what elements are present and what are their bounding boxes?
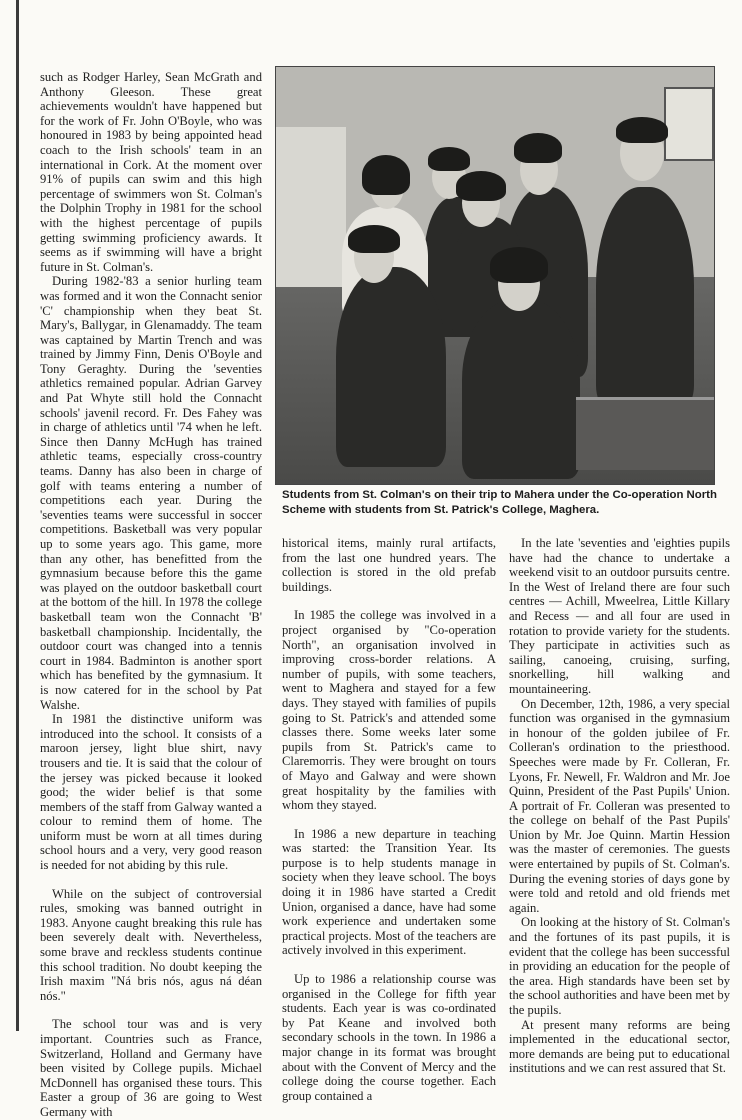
photo-student: [462, 299, 580, 479]
paragraph: At present many reforms are being implemented in the educational sector, more demands are being put to educational institutions and we can rest assured that St.: [509, 1017, 730, 1076]
paragraph: On looking at the history of St. Colman's and the fortunes of its past pupils, it is evident that the college has been successful in providing an education for the people of the area. High standards have been set by the school authorities and have been met by the pupils.: [509, 915, 730, 1017]
paragraph: In 1981 the distinctive uniform was introduced into the school. It consists of a maroon jersey, light blue shirt, navy trousers and tie. It is said that the colour of the jersey was picked because it looked good; the wider belief is that some members of the staff from Galway wanted a colour to remind them of home. The uniform must be worn at all times during school hours and a very, very good reason is needed for not abiding by this rule.: [40, 712, 262, 873]
photo-student-hair: [456, 171, 506, 201]
paragraph: In the late 'seventies and 'eighties pupils have had the chance to undertake a weekend visit to an outdoor pursuits centre. In the West of Ireland there are four such centres — Achill, Mweelrea, Little Killary and Recess — and all four are used in rotation to provide variety for the students. They participate in activities such as sailing, canoeing, cruising, surfing, snorkelling, hill walking and mountaineering.: [509, 536, 730, 696]
left-margin-rule: [16, 0, 19, 1031]
photo-student-hair: [428, 147, 470, 171]
photo-student-hair: [514, 133, 562, 163]
text-column-2: [282, 536, 496, 1103]
paragraph: In 1985 the college was involved in a project organised by "Co-operation North", an organisation involved in improving cross-border relations. A number of pupils, with some teachers, went to Maghera and stayed for a few days. They stayed with families of pupils going to St. Patrick's and attended some classes there. Some weeks later some pupils from St. Patrick's came to Claremorris. They were brought on tours of Mayo and Galway and were shown great hospitality by the families with whom they stayed.: [282, 608, 496, 813]
photo-student-hair: [616, 117, 668, 143]
photo-table: [576, 397, 714, 470]
group-photo: [275, 66, 715, 485]
paragraph: Up to 1986 a relationship course was organised in the College for fifth year students. Each year is was co-ordinated by Pat Keane and involved both secondary schools in the town. In 1986 a major change in its format was brought about with the Convent of Mercy and the college doing the course together. Each group contained a: [282, 972, 496, 1103]
photo-caption: Students from St. Colman's on their trip to Mahera under the Co-operation North Scheme with students from St. Patrick's College, Maghera.: [282, 489, 717, 516]
paragraph: While on the subject of controversial rules, smoking was banned outright in 1983. Anyone caught breaking this rule has been severely dealt with. Nevertheless, some brave and reckless students continue this school tradition. No doubt keeping the Irish maxim "Ná bris nós, agus ná déan nós.": [40, 886, 262, 1003]
paragraph: During 1982-'83 a senior hurling team was formed and it won the Connacht senior 'C' championship when they beat St. Mary's, Ballygar, in Glenamaddy. The team was captained by Martin Trench and was trained by Jimmy Finn, Denis O'Boyle and Tony Geraghty. During the 'seventies athletics remained popular. Adrian Garvey and Pat Whyte still hold the Connacht schools' javenil record. Fr. Des Fahey was in charge of athletics until '74 when he left. Since then Danny McHugh has trained athletic teams, especially cross-country teams. Danny has also been in charge of golf with teams entering a number of competitions each year. During the 'seventies teams were successful in soccer competitions. Basketball was very popular up to some years ago. This game, more than any other, has benefitted from the gymnasium because before this the game was played on the outdoor basketball court at the bottom of the hill. In 1978 the college basketball team won the Connacht 'B' basketball championship. Incidentally, the outdoor court was changed into a tennis court in 1984. Badminton is another sport which has benefited by the gymnasium. It is now catered for in the school by Pat Walshe.: [40, 274, 262, 712]
photo-student: [596, 187, 694, 407]
photo-student: [336, 267, 446, 467]
paragraph: The school tour was and is very important. Countries such as France, Switzerland, Holland and Germany have been visited by College pupils. Michael McDonnell has organised these tours. This Easter a group of 36 are going to West Germany with: [40, 1017, 262, 1119]
paragraph: In 1986 a new departure in teaching was started: the Transition Year. Its purpose is to help students manage in society when they leave school. The boys doing it in 1986 have started a Credit Union, organised a dance, have had some work experience and undertaken some practical projects. Most of the teachers are actively involved in this experiment.: [282, 826, 496, 958]
photo-noticeboard: [664, 87, 714, 161]
photo-student-hair: [362, 155, 410, 195]
paragraph: historical items, mainly rural artifacts, from the last one hundred years. The collection is stored in the old prefab buildings.: [282, 536, 496, 594]
photo-student-hair: [490, 247, 548, 283]
text-column-3: [509, 536, 730, 1076]
photo-door: [276, 127, 346, 287]
paragraph: such as Rodger Harley, Sean McGrath and Anthony Gleeson. These great achievements wouldn't have happened but for the work of Fr. John O'Boyle, who was honoured in 1983 by being appointed head coach to the Irish schools' team in an international in Cork. At the moment over 91% of pupils can swim and this high percentage of swimmers won St. Colman's the Dolphin Trophy in 1981 for the school with the highest percentage of pupils getting swimming proficiency awards. It seems as if swimming will have a bright future in St. Colman's.: [40, 70, 262, 274]
photo-student-hair: [348, 225, 400, 253]
text-column-1: [40, 70, 262, 1119]
paragraph: On December, 12th, 1986, a very special function was organised in the gymnasium in honour of the golden jubilee of Fr. Colleran's ordination to the priesthood. Speeches were made by Fr. Colleran, Fr. Lyons, Fr. Newell, Fr. Waldron and Mr. Joe Quinn, President of the Past Pupils' Union. A portrait of Fr. Colleran was presented to the college on behalf of the Past Pupils' Union by Mr. Joe Quinn. Martin Hession was the master of ceremonies. The guests were entertained by pupils of St. Colman's. During the evening stories of days gone by were told and retold and old friends met again.: [509, 696, 730, 915]
